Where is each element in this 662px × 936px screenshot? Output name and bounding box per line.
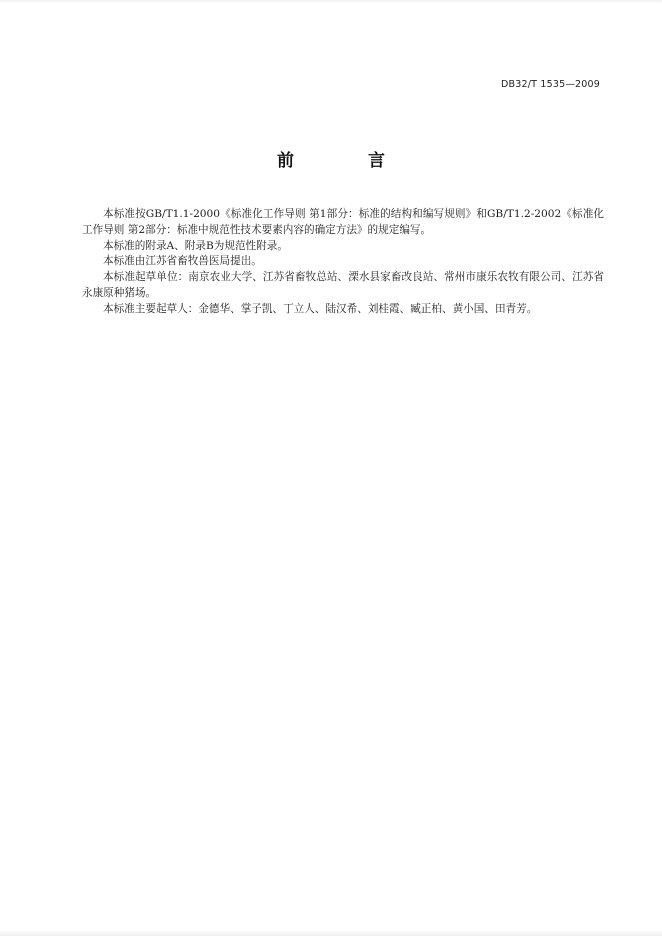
paragraph-drafting-units: 本标准起草单位：南京农业大学、江苏省畜牧总站、溧水县家畜改良站、常州市康乐农牧有限公司、江苏省永康原种猪场。 — [82, 271, 604, 299]
paragraph-drafters: 本标准主要起草人：金德华、掌子凯、丁立人、陆汉希、刘桂霞、臧正柏、黄小国、田青芳。 — [103, 302, 538, 315]
scan-edge-bottom — [0, 930, 662, 936]
paragraph-proposer: 本标准由江苏省畜牧兽医局提出。 — [103, 255, 262, 268]
standard-code: DB32/T 1535—2009 — [501, 79, 600, 90]
paragraph-compilation-basis: 本标准按GB/T1.1-2000《标准化工作导则 第1部分：标准的结构和编写规则》和GB/T1.2-2002《标准化工作导则 第2部分：标准中规范性技术要素内容的确定方法》的规定编写。 — [82, 208, 604, 236]
paragraph-appendices: 本标准的附录A、附录B为规范性附录。 — [103, 239, 288, 252]
page-title: 前 言 — [277, 151, 419, 171]
scan-edge-top — [0, 0, 662, 4]
foreword-body — [82, 207, 604, 318]
